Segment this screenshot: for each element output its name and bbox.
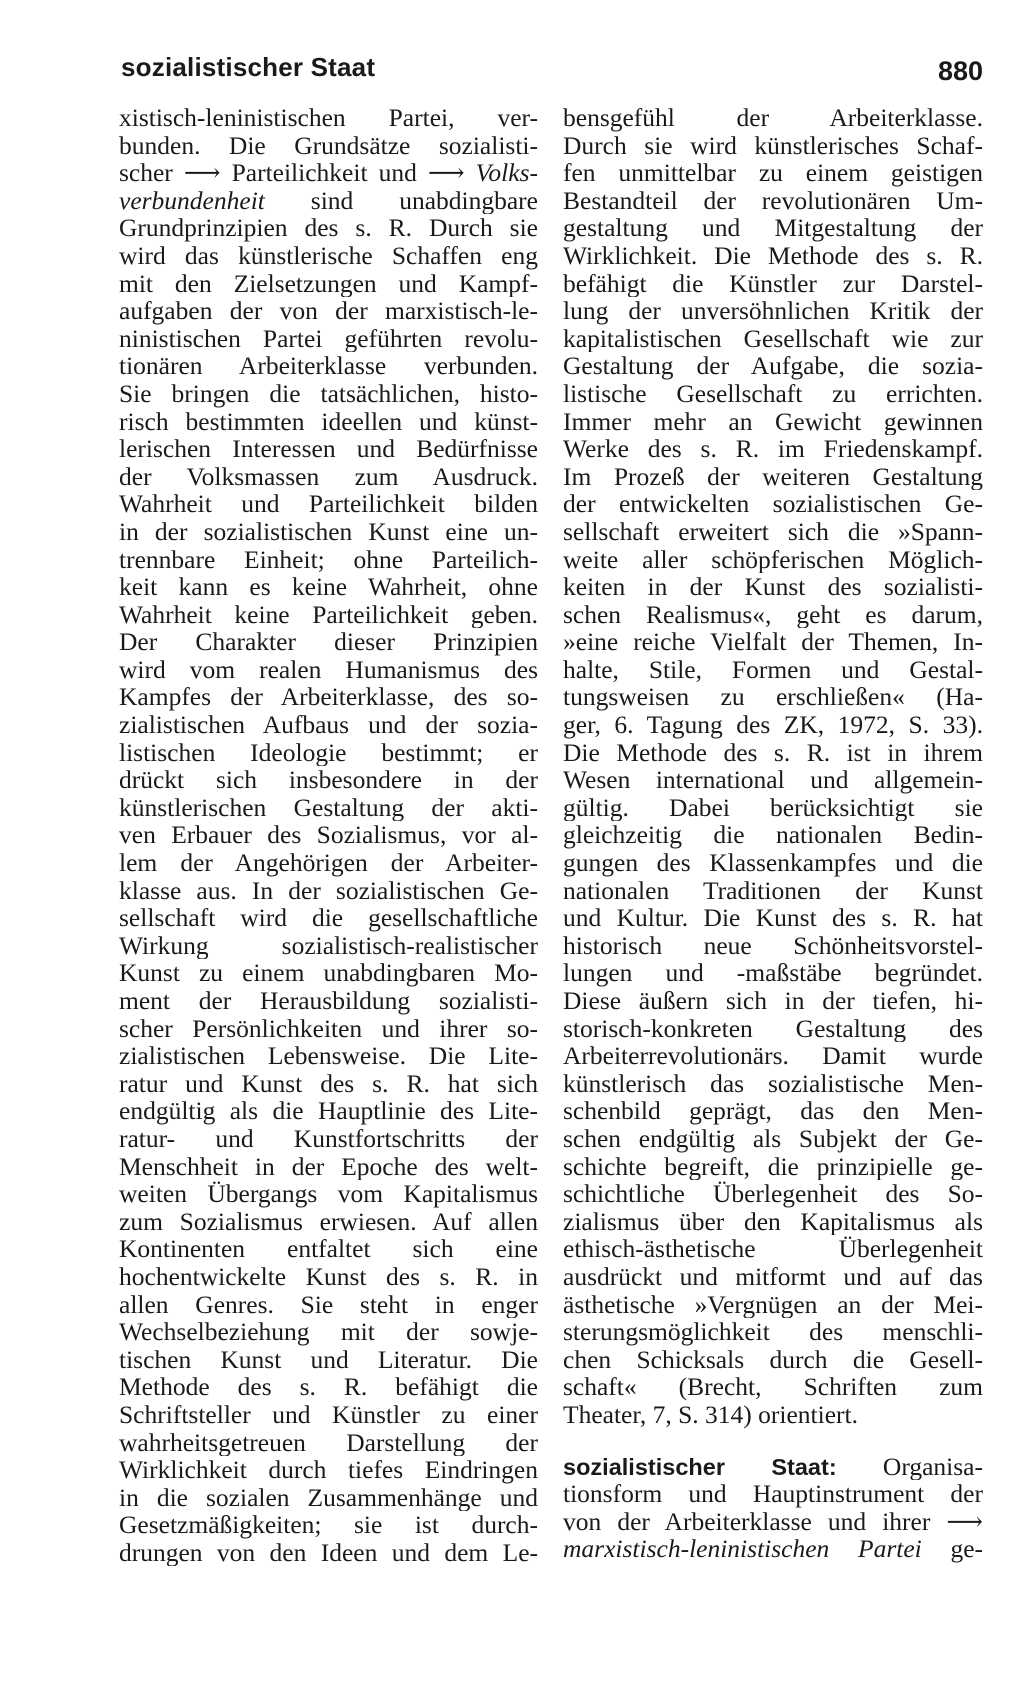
text-line: Wirklichkeit. Die Methode des s. R.	[563, 241, 983, 270]
text-line: Theater, 7, S. 314) orientiert.	[563, 1400, 858, 1429]
entry-first-line-text: Organisa-	[836, 1452, 983, 1481]
text-line: gungen des Klassenkampfes und die	[563, 849, 983, 877]
text-line: keiten in der Kunst des sozialisti-	[563, 573, 983, 601]
entry-line: von der Arbeiterklasse und ihrer ⟶	[563, 1507, 983, 1536]
text-line: Wahrheit keine Parteilichkeit geben.	[119, 600, 538, 629]
entry-headword: sozialistischer Staat:	[563, 1453, 837, 1480]
text-line: bensgefühl der Arbeiterklasse.	[563, 104, 983, 132]
text-line: gleichzeitig die nationalen Bedin-	[563, 821, 983, 850]
entry-line	[563, 1453, 983, 1481]
text-line: ninistischen Partei geführten revolu-	[119, 324, 538, 353]
text-line: ausdrückt und mitformt und auf das	[563, 1262, 983, 1291]
entry-crossref-italic: marxistisch-leninistischen Partei	[563, 1535, 922, 1563]
right-column-text	[563, 104, 983, 1429]
text-line: kapitalistischen Gesellschaft wie zur	[563, 324, 983, 353]
entry-line	[563, 1535, 983, 1563]
text-line: Wirklichkeit durch tiefes Eindringen	[119, 1456, 538, 1484]
text-line: drungen von den Ideen und dem Le-	[119, 1538, 538, 1567]
text-line: Grundprinzipien des s. R. Durch sie	[119, 214, 538, 242]
text-line: schen Realismus«, geht es darum,	[563, 600, 983, 629]
text-line: Arbeiterrevolutionärs. Damit wurde	[563, 1042, 983, 1070]
entry-gap	[563, 1429, 983, 1453]
text-line: wird vom realen Humanismus des	[119, 655, 538, 684]
text-line: Wirkung sozialistisch-realistischer	[119, 931, 538, 960]
text-line: wird das künstlerische Schaffen eng	[119, 241, 538, 270]
text-line: schichte begreift, die prinzipielle ge-	[563, 1152, 983, 1181]
text-line: trennbare Einheit; ohne Parteilich-	[119, 545, 538, 574]
text-line: Durch sie wird künstlerisches Schaf-	[563, 131, 983, 160]
text-line: Diese äußern sich in der tiefen, hi-	[563, 987, 983, 1015]
text-line: ästhetische »Vergnügen an der Mei-	[563, 1290, 983, 1319]
text-line: Wahrheit und Parteilichkeit bilden	[119, 490, 538, 518]
text-line: weiten Übergangs vom Kapitalismus	[119, 1180, 538, 1208]
text-line: fen unmittelbar zu einem geistigen	[563, 159, 983, 187]
text-line: klasse aus. In der sozialistischen Ge-	[119, 876, 538, 905]
right-column	[563, 104, 983, 1563]
text-line: sellschaft erweitert sich die »Spann-	[563, 517, 983, 546]
text-line: ger, 6. Tagung des ZK, 1972, S. 33).	[563, 711, 983, 739]
text-line: verbundenheit sind unabdingbare	[119, 186, 538, 215]
text-line: nationalen Traditionen der Kunst	[563, 876, 983, 905]
text-line: in die sozialen Zusammenhänge und	[119, 1483, 538, 1512]
text-line: befähigt die Künstler zur Darstel-	[563, 269, 983, 298]
text-line: Kampfes der Arbeiterklasse, des so-	[119, 683, 538, 712]
text-line: scher ⟶ Parteilichkeit und ⟶ Volks-	[119, 159, 538, 187]
text-line: risch bestimmten ideellen und künst-	[119, 407, 538, 436]
text-line: Wesen international und allgemein-	[563, 766, 983, 794]
text-line: chen Schicksals durch die Gesell-	[563, 1345, 983, 1374]
text-line: schichtliche Überlegenheit des So-	[563, 1180, 983, 1208]
text-line: sellschaft wird die gesellschaftliche	[119, 904, 538, 932]
entry-sozialistischer-staat	[563, 1453, 983, 1563]
entry-last-line-text: ge-	[921, 1535, 983, 1563]
text-line: ment der Herausbildung sozialisti-	[119, 987, 538, 1015]
text-line: zum Sozialismus erwiesen. Auf allen	[119, 1207, 538, 1236]
text-line: Kontinenten entfaltet sich eine	[119, 1235, 538, 1263]
text-line: hochentwickelte Kunst des s. R. in	[119, 1262, 538, 1291]
text-line: zialismus über den Kapitalismus als	[563, 1207, 983, 1236]
text-line: schenbild geprägt, das den Men-	[563, 1097, 983, 1125]
text-line: schaft« (Brecht, Schriften zum	[563, 1373, 983, 1401]
text-line: Kunst zu einem unabdingbaren Mo-	[119, 959, 538, 987]
text-line: künstlerischen Gestaltung der akti-	[119, 793, 538, 822]
text-line: in der sozialistischen Kunst eine un-	[119, 517, 538, 546]
text-line: der Volksmassen zum Ausdruck.	[119, 462, 538, 491]
text-line: Sie bringen die tatsächlichen, histo-	[119, 379, 538, 408]
text-line: ratur und Kunst des s. R. hat sich	[119, 1069, 538, 1098]
text-line: endgültig als die Hauptlinie des Lite-	[119, 1097, 538, 1125]
text-line: lungen und -maßstäbe begründet.	[563, 959, 983, 987]
text-line: zialistischen Lebensweise. Die Lite-	[119, 1042, 538, 1070]
text-line: lung der unversöhnlichen Kritik der	[563, 297, 983, 325]
text-line: ven Erbauer des Sozialismus, vor al-	[119, 821, 538, 850]
text-line: Im Prozeß der weiteren Gestaltung	[563, 462, 983, 491]
text-line: halte, Stile, Formen und Gestal-	[563, 655, 983, 684]
text-line: tischen Kunst und Literatur. Die	[119, 1345, 538, 1374]
text-line: bunden. Die Grundsätze sozialisti-	[119, 131, 538, 160]
text-line: drückt sich insbesondere in der	[119, 766, 538, 794]
text-line: Wechselbeziehung mit der sowje-	[119, 1318, 538, 1346]
text-line: Werke des s. R. im Friedenskampf.	[563, 435, 983, 463]
text-line: gültig. Dabei berücksichtigt sie	[563, 793, 983, 822]
page-number: 880	[937, 56, 983, 86]
text-line: Der Charakter dieser Prinzipien	[119, 628, 538, 656]
text-line: gestaltung und Mitgestaltung der	[563, 214, 983, 242]
text-line: Methode des s. R. befähigt die	[119, 1373, 538, 1401]
text-line: weite aller schöpferischen Möglich-	[563, 545, 983, 574]
text-line: künstlerisch das sozialistische Men-	[563, 1069, 983, 1098]
text-line: keit kann es keine Wahrheit, ohne	[119, 573, 538, 601]
text-line: Menschheit in der Epoche des welt-	[119, 1152, 538, 1181]
text-line: tungsweisen zu erschließen« (Ha-	[563, 683, 983, 712]
text-line: allen Genres. Sie steht in enger	[119, 1290, 538, 1319]
text-line: listische Gesellschaft zu errichten.	[563, 379, 983, 408]
text-line: Gesetzmäßigkeiten; sie ist durch-	[119, 1511, 538, 1539]
text-line: »eine reiche Vielfalt der Themen, In-	[563, 628, 983, 656]
text-line: Gestaltung der Aufgabe, die sozia-	[563, 352, 983, 380]
text-line: listischen Ideologie bestimmt; er	[119, 738, 538, 767]
text-line: tionären Arbeiterklasse verbunden.	[119, 352, 538, 380]
text-line: aufgaben der von der marxistisch-le-	[119, 297, 538, 325]
left-column	[119, 104, 538, 1566]
running-head: sozialistischer Staat	[121, 52, 376, 82]
text-line: lem der Angehörigen der Arbeiter-	[119, 849, 538, 877]
text-line: der entwickelten sozialistischen Ge-	[563, 490, 983, 518]
text-line: Schriftsteller und Künstler zu einer	[119, 1400, 538, 1429]
text-line: scher Persönlichkeiten und ihrer so-	[119, 1014, 538, 1043]
text-line: Bestandteil der revolutionären Um-	[563, 186, 983, 215]
text-line: ethisch-ästhetische Überlegenheit	[563, 1235, 983, 1263]
text-line: xistisch-leninistischen Partei, ver-	[119, 104, 538, 132]
text-line: zialistischen Aufbaus und der sozia-	[119, 711, 538, 739]
text-line: schen endgültig als Subjekt der Ge-	[563, 1124, 983, 1153]
text-line: Die Methode des s. R. ist in ihrem	[563, 738, 983, 767]
text-line: lerischen Interessen und Bedürfnisse	[119, 435, 538, 463]
text-line: historisch neue Schönheitsvorstel-	[563, 931, 983, 960]
text-line: und Kultur. Die Kunst des s. R. hat	[563, 904, 983, 932]
text-line: sterungsmöglichkeit des menschli-	[563, 1318, 983, 1346]
text-line: wahrheitsgetreuen Darstellung der	[119, 1428, 538, 1457]
text-line: ratur- und Kunstfortschritts der	[119, 1124, 538, 1153]
entry-line: tionsform und Hauptinstrument der	[563, 1480, 983, 1508]
text-line: storisch-konkreten Gestaltung des	[563, 1014, 983, 1043]
text-line: Immer mehr an Gewicht gewinnen	[563, 407, 983, 436]
text-line: mit den Zielsetzungen und Kampf-	[119, 269, 538, 298]
